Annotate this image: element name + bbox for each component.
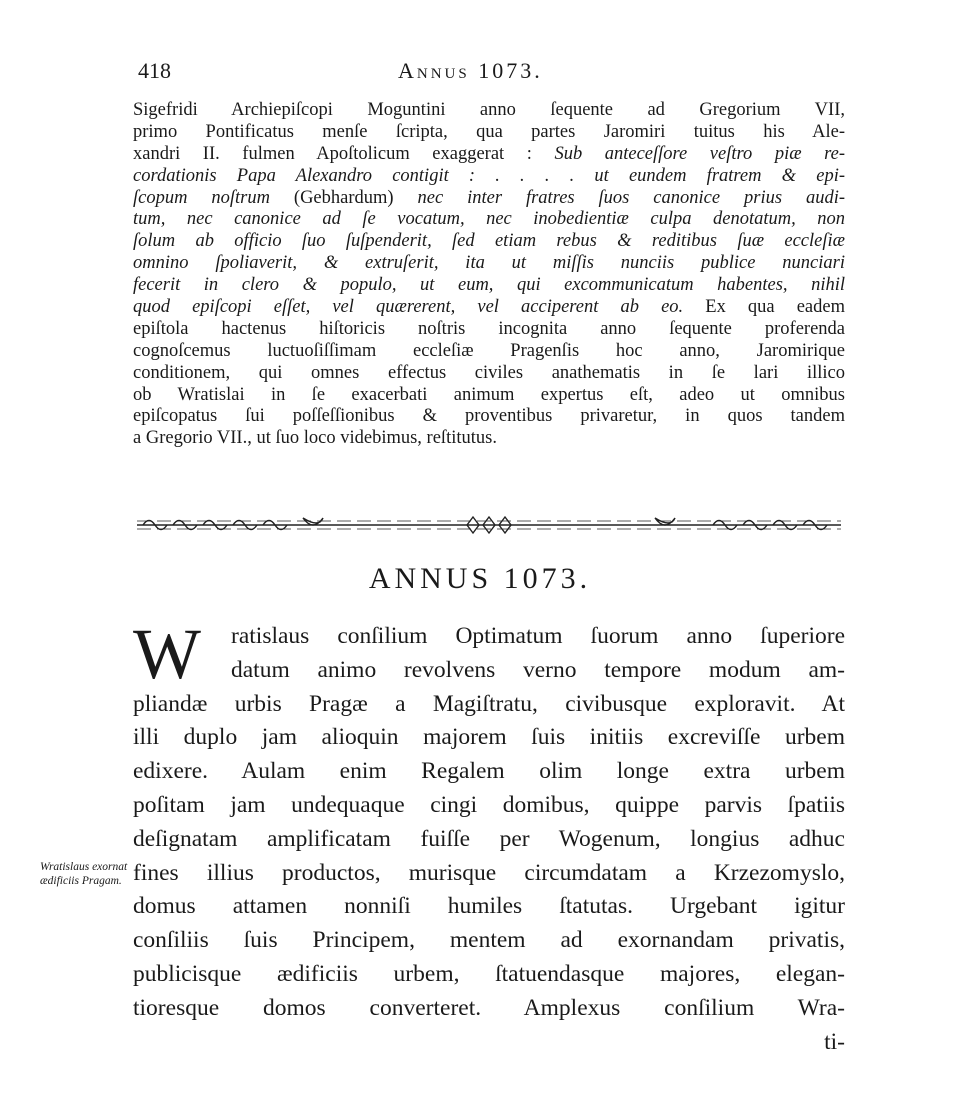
body-line: publicisque ædificiis urbem, ſtatuendasque majores, elegan-	[133, 960, 845, 987]
body-line: deſignatam amplificatam fuiſſe per Wogenum, longius adhuc	[133, 825, 845, 852]
body-line: conſiliis ſuis Principem, mentem ad exornandam privatis,	[133, 927, 845, 954]
footnote-line: quod epiſcopi eſſet, vel quærerent, vel acciperent ab eo. Ex qua eadem	[133, 297, 845, 318]
page-number: 418	[138, 58, 171, 83]
body-line: tioresque domos converteret. Amplexus conſilium Wra-	[133, 994, 845, 1021]
footnote-line: ob Wratislai in ſe exacerbati animum expertus eſt, adeo ut omnibus	[133, 384, 845, 405]
body-line: ti-	[824, 1028, 845, 1055]
footnote-line: ſcopum noſtrum (Gebhardum) nec inter fratres ſuos canonice prius audi-	[133, 187, 846, 208]
main-text	[133, 614, 845, 1059]
marginal-note: Wratislaus exornat ædificiis Pragam.	[40, 861, 128, 887]
footnote-line: xandri II. fulmen Apoſtolicum exaggerat : Sub anteceſſore veſtro piæ re-	[133, 143, 845, 164]
footnote-line: ſolum ab officio ſuo ſuſpenderit, ſed etiam rebus & reditibus ſuæ eccleſiæ	[133, 231, 845, 252]
section-title: ANNUS 1073.	[368, 562, 592, 595]
footnote-line: Sigefridi Archiepiſcopi Moguntini anno ſequente ad Gregorium VII,	[133, 100, 845, 120]
footnote-line: epiſtola hactenus hiſtoricis noſtris incognita anno ſequente proferenda	[133, 318, 845, 339]
page-header	[138, 58, 844, 88]
body-line: poſitam jam undequaque cingi domibus, quippe parvis ſpatiis	[133, 791, 845, 818]
footnote-line: conditionem, qui omnes effectus civiles anathematis in ſe lari illico	[133, 362, 845, 383]
running-head: Annus 1073.	[398, 58, 543, 83]
body-line: illi duplo jam alioquin majorem ſuis initiis excreviſſe urbem	[133, 724, 845, 751]
body-line: ratislaus conſilium Optimatum ſuorum anno ſuperiore	[231, 623, 845, 649]
body-line: edixere. Aulam enim Regalem olim longe extra urbem	[133, 758, 845, 785]
footnote-line: tum, nec canonice ad ſe vocatum, nec inobedientiæ culpa denotatum, non	[133, 209, 845, 230]
body-line: fines illius productos, murisque circumdatam a Krzezomyslo,	[133, 859, 845, 886]
footnote-line: epiſcopatus ſui poſſeſſionibus & proventibus privaretur, in quos tandem	[133, 406, 845, 427]
footnote-line: primo Pontificatus menſe ſcripta, qua partes Jaromiri tuitus his Ale-	[133, 121, 845, 142]
footnote-line: cognoſcemus luctuoſiſſimam eccleſiæ Pragenſis hoc anno, Jaromirique	[133, 340, 845, 361]
body-line: datum animo revolvens verno tempore modum am-	[231, 656, 845, 683]
drop-cap: W	[133, 614, 201, 694]
ornamental-divider	[133, 514, 845, 536]
footnote-line: cordationis Papa Alexandro contigit : . . . . ut eundem fratrem & epi-	[133, 165, 845, 186]
body-line: domus attamen nonniſi humiles ſtatutas. Urgebant igitur	[133, 893, 845, 920]
footnote-line: omnino ſpoliaverit, & extruſerit, ita ut miſſis nunciis publice nunciari	[133, 253, 845, 274]
footnote-line: a Gregorio VII., ut ſuo loco videbimus, reſtitutus.	[133, 428, 497, 449]
body-line: pliandæ urbis Pragæ a Magiſtratu, civibusque exploravit. At	[133, 690, 845, 717]
footnote-block	[133, 100, 845, 450]
footnote-line: fecerit in clero & populo, ut eum, qui excommunicatum habentes, nihil	[133, 275, 845, 296]
